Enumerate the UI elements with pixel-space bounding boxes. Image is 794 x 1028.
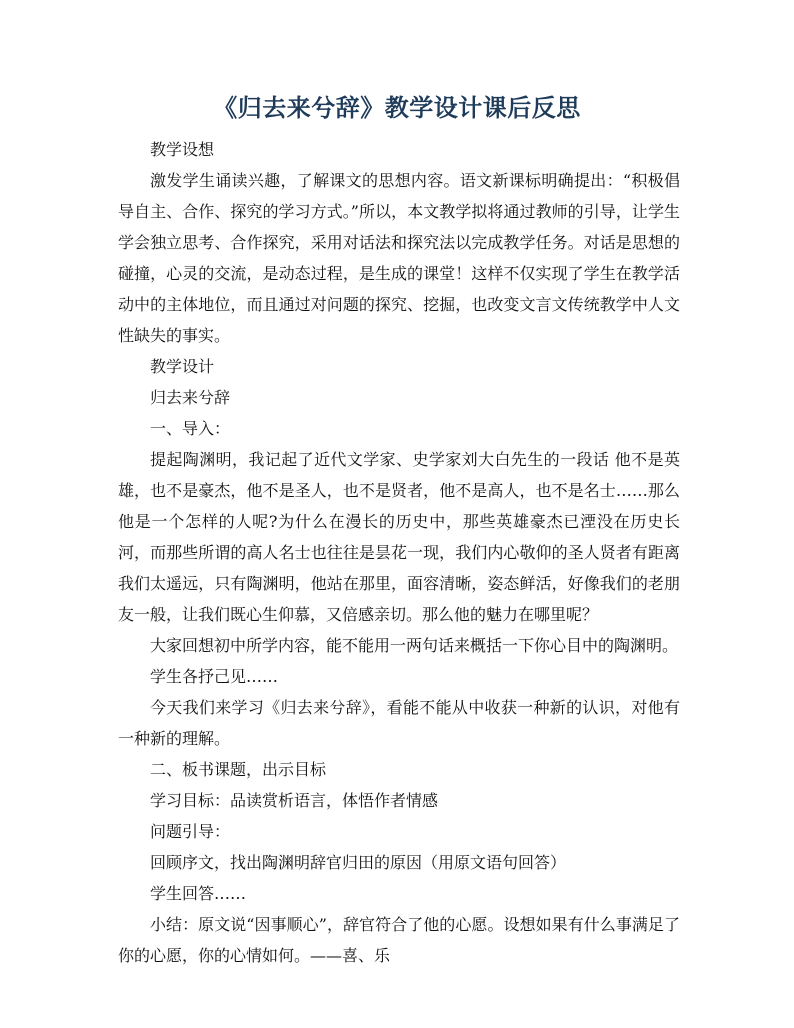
- paragraph: 激发学生诵读兴趣，了解课文的思想内容。语文新课标明确提出：“积极倡导自主、合作、探究的学习方式。”所以，本文教学拟将通过教师的引导，让学生学会独立思考、合作探究，采用对话法和探究法以完成教学任务。对话是思想的碰撞，心灵的交流，是动态过程，是生成的课堂！这样不仅实现了学生在教学活动中的主体地位，而且通过对问题的探究、挖掘，也改变文言文传统教学中人文性缺失的事实。: [118, 171, 680, 345]
- paragraph: 小结：原文说“因事顺心”，辞官符合了他的心愿。设想如果有什么事满足了你的心愿，你的心情如何。——喜、乐: [118, 915, 680, 965]
- paragraph: 大家回想初中所学内容，能不能用一两句话来概括一下你心目中的陶渊明。: [150, 636, 679, 655]
- paragraph: 学生回答……: [150, 884, 247, 903]
- section-heading: 教学设计: [150, 357, 215, 376]
- paragraph: 今天我们来学习《归去来兮辞》，看能不能从中收获一种新的认识，对他有一种新的理解。: [118, 698, 680, 748]
- section-heading: 教学设想: [150, 140, 215, 159]
- document-title: 《归去来兮辞》教学设计课后反思: [213, 93, 581, 122]
- step-heading: 二、板书课题，出示目标: [150, 760, 327, 779]
- paragraph: 学习目标：品读赏析语言，体悟作者情感: [150, 791, 439, 810]
- document-body: [118, 134, 680, 971]
- paragraph: 提起陶渊明，我记起了近代文学家、史学家刘大白先生的一段话 他不是英雄，也不是豪杰，他不是圣人，也不是贤者，他不是高人，也不是名士……那么他是一个怎样的人呢?为什么在漫长的历史中，那些英雄豪杰已湮没在历史长河，而那些所谓的高人名士也往往是昙花一现，我们内心敬仰的圣人贤者有距离我们太遥远，只有陶渊明，他站在那里，面容清晰，姿态鲜活，好像我们的老朋友一般，让我们既心生仰慕，又倍感亲切。那么他的魅力在哪里呢？: [118, 450, 680, 624]
- lesson-title: 归去来兮辞: [150, 388, 231, 407]
- paragraph: 问题引导：: [150, 822, 231, 841]
- paragraph: 回顾序文，找出陶渊明辞官归田的原因（用原文语句回答）: [150, 853, 567, 872]
- step-heading: 一、导入：: [150, 419, 231, 438]
- paragraph: 学生各抒己见……: [150, 667, 279, 686]
